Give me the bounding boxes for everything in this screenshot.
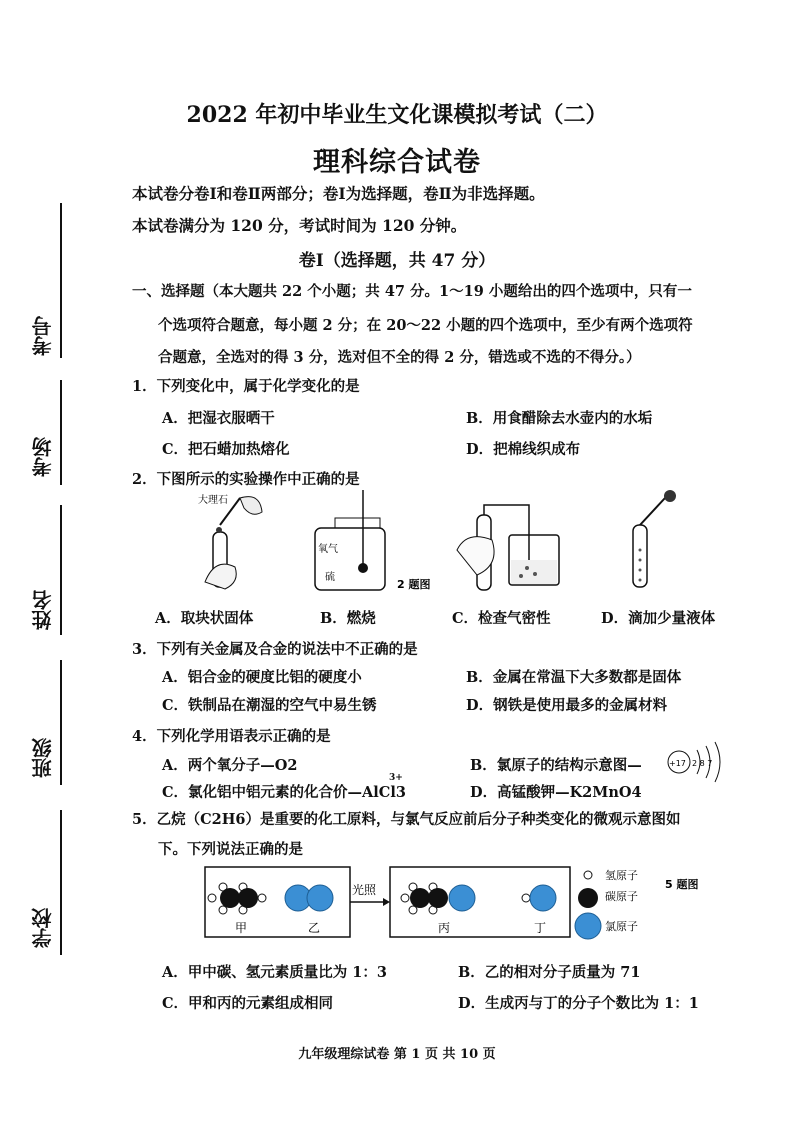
q2-figure bbox=[185, 490, 695, 600]
q2-option-d: D．滴加少量液体 bbox=[601, 610, 716, 627]
side-label-school: 学校 bbox=[31, 908, 55, 948]
q4-option-d: D．高锰酸钾—K2MnO4 bbox=[470, 784, 642, 801]
q1-stem: 1．下列变化中，属于化学变化的是 bbox=[132, 378, 360, 395]
q5-option-a: A．甲中碳、氢元素质量比为 1：3 bbox=[162, 964, 387, 981]
q5-stem-2: 下。下列说法正确的是 bbox=[158, 841, 303, 858]
intro-line-2: 本试卷满分为 120 分，考试时间为 120 分钟。 bbox=[132, 216, 467, 235]
q4-nucleus: +17 bbox=[669, 759, 686, 768]
label-bing: 丙 bbox=[438, 921, 451, 935]
q3-stem: 3．下列有关金属及合金的说法中不正确的是 bbox=[132, 641, 418, 658]
q2-fig-d-dropper bbox=[633, 490, 676, 587]
section-title: 卷Ⅰ（选择题，共 47 分） bbox=[298, 251, 496, 271]
side-label-exam-no: 考号 bbox=[31, 316, 55, 356]
arrow-label: 光照 bbox=[352, 883, 377, 897]
q2-option-c: C．检查气密性 bbox=[452, 610, 551, 627]
q3-option-d: D．钢铁是使用最多的金属材料 bbox=[466, 697, 668, 714]
q2-fig-label: 2 题图 bbox=[397, 578, 431, 591]
q1-option-b: B．用食醋除去水壶内的水垢 bbox=[466, 410, 653, 427]
q4-option-a: A．两个氧分子—O2 bbox=[162, 757, 298, 774]
q5-stem-1: 5．乙烷（C2H6）是重要的化工原料，与氯气反应前后分子种类变化的微观示意图如 bbox=[132, 811, 681, 828]
q1-option-d: D．把棉线织成布 bbox=[466, 441, 581, 458]
q4-stem: 4．下列化学用语表示正确的是 bbox=[132, 728, 331, 745]
part1-line-3: 合题意，全选对的得 3 分，选对但不全的得 2 分，错选或不选的不得分。） bbox=[158, 349, 641, 366]
side-label-class: 班级 bbox=[31, 738, 55, 778]
q2-marble-label: 大理石 bbox=[198, 495, 228, 506]
chlorine-atom-diagram bbox=[662, 738, 732, 788]
q3-option-a: A．铝合金的硬度比铝的硬度小 bbox=[162, 669, 362, 686]
q5-figure bbox=[200, 862, 720, 942]
q2-stem: 2．下图所示的实验操作中正确的是 bbox=[132, 471, 360, 488]
q1-option-c: C．把石蜡加热熔化 bbox=[162, 441, 290, 458]
q5-fig-label: 5 题图 bbox=[665, 878, 699, 891]
q3-option-b: B．金属在常温下大多数都是固体 bbox=[466, 669, 682, 686]
side-label-name: 姓名 bbox=[31, 590, 55, 630]
q4-charge: 3+ bbox=[389, 773, 403, 783]
legend-h: 氢原子 bbox=[605, 869, 638, 882]
legend-cl: 氯原子 bbox=[605, 920, 638, 933]
legend-c: 碳原子 bbox=[605, 890, 638, 903]
q2-fig-a-tube bbox=[198, 493, 262, 589]
part1-line-2: 个选项符合题意，每小题 2 分；在 20～22 小题的四个选项中，至少有两个选项符 bbox=[158, 317, 693, 334]
q5-option-d: D．生成丙与丁的分子个数比为 1：1 bbox=[458, 995, 699, 1012]
q2-fig-c-airtight bbox=[457, 505, 559, 590]
q4-shells: 2 8 7 bbox=[692, 759, 713, 768]
q5-option-b: B．乙的相对分子质量为 71 bbox=[458, 964, 641, 981]
exam-title: 2022 年初中毕业生文化课模拟考试（二） bbox=[186, 102, 608, 128]
q2-oxygen-label: 氧气 bbox=[318, 544, 338, 555]
label-ding: 丁 bbox=[534, 921, 547, 935]
q4-option-c: C．氯化铝中铝元素的化合价—AlCl3 bbox=[162, 784, 406, 801]
q4-option-b: B．氯原子的结构示意图— bbox=[470, 757, 642, 774]
side-label-exam-room: 考场 bbox=[31, 437, 55, 477]
q2-option-b: B．燃烧 bbox=[320, 610, 376, 627]
q2-option-a: A．取块状固体 bbox=[155, 610, 254, 627]
label-yi: 乙 bbox=[308, 921, 321, 935]
label-jia: 甲 bbox=[235, 921, 248, 935]
exam-subtitle: 理科综合试卷 bbox=[313, 147, 481, 178]
intro-line-1: 本试卷分卷Ⅰ和卷Ⅱ两部分；卷Ⅰ为选择题，卷Ⅱ为非选择题。 bbox=[132, 184, 545, 203]
q5-option-c: C．甲和丙的元素组成相同 bbox=[162, 995, 334, 1012]
q1-option-a: A．把湿衣服晒干 bbox=[162, 410, 275, 427]
q2-fig-b-jar bbox=[315, 490, 430, 591]
part1-line-1: 一、选择题（本大题共 22 个小题；共 47 分。1～19 小题给出的四个选项中，只有一 bbox=[132, 283, 692, 300]
page-footer: 九年级理综试卷 第 1 页 共 10 页 bbox=[298, 1047, 496, 1062]
q3-option-c: C．铁制品在潮湿的空气中易生锈 bbox=[162, 697, 377, 714]
q2-sulfur-label: 硫 bbox=[325, 572, 335, 583]
